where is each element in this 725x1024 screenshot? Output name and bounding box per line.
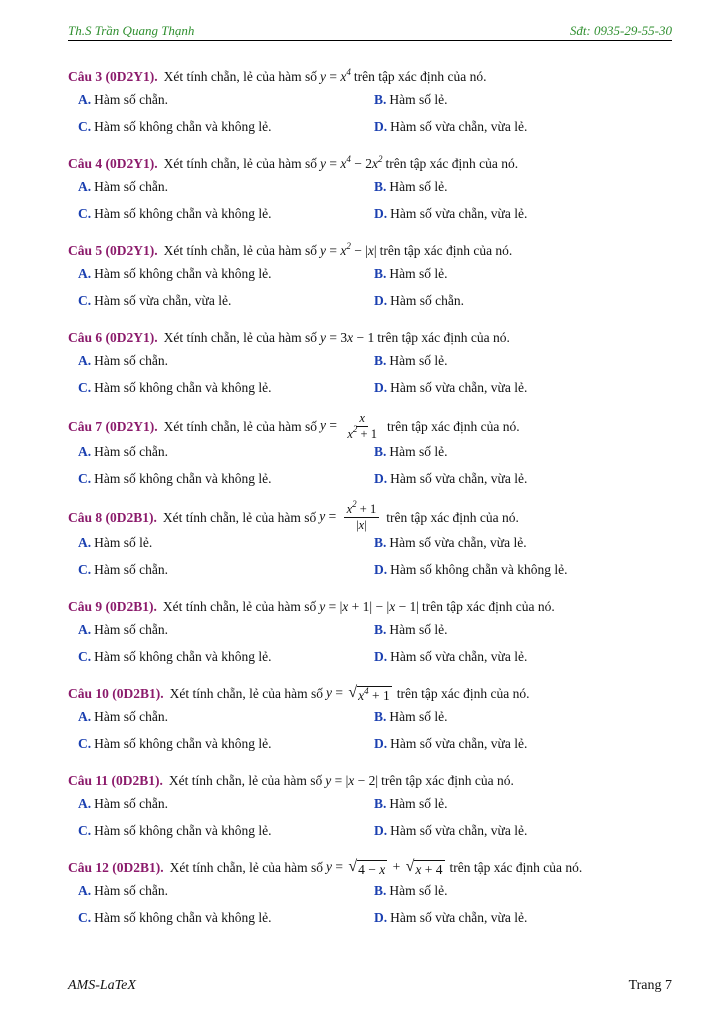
- math-formula: y = √ 4 − x + √ x + 4: [325, 858, 443, 877]
- question-4: [68, 150, 672, 224]
- question-label: Câu 9 (0D2B1).: [68, 598, 157, 614]
- question-8: [68, 499, 672, 580]
- option-c[interactable]: C. Hàm số không chẵn và không lẻ.: [78, 119, 272, 134]
- math-formula: $y = x^4$: [319, 66, 351, 84]
- option-d[interactable]: D. Hàm số vừa chẵn, vừa lẻ.: [374, 206, 528, 221]
- option-a[interactable]: A. Hàm số lẻ.: [78, 535, 153, 550]
- option-a[interactable]: A. Hàm số chẵn.: [78, 92, 168, 107]
- question-6: [68, 324, 672, 398]
- option-b[interactable]: B. Hàm số lẻ.: [374, 179, 448, 194]
- question-suffix: trên tập xác định của nó.: [449, 859, 583, 875]
- option-c[interactable]: C. Hàm số vừa chẵn, vừa lẻ.: [78, 293, 232, 308]
- option-b[interactable]: B. Hàm số lẻ.: [374, 444, 448, 459]
- option-b[interactable]: B. Hàm số lẻ.: [374, 883, 448, 898]
- question-label: Câu 3 (0D2Y1).: [68, 68, 158, 84]
- question-label: Câu 6 (0D2Y1).: [68, 329, 158, 345]
- question-5: [68, 237, 672, 311]
- option-c[interactable]: C. Hàm số không chẵn và không lẻ.: [78, 649, 272, 664]
- question-prefix: Xét tính chẵn, lẻ của hàm số: [162, 509, 317, 525]
- option-d[interactable]: D. Hàm số chẵn.: [374, 293, 464, 308]
- math-formula: y = |x + 1| − |x − 1|: [319, 598, 420, 614]
- options: [68, 351, 672, 398]
- ams-latex-logo: AMS-LaTeX: [68, 978, 136, 993]
- question-suffix: trên tập xác định của nó.: [422, 598, 555, 614]
- option-d[interactable]: D. Hàm số vừa chẵn, vừa lẻ.: [374, 119, 528, 134]
- option-b[interactable]: B. Hàm số lẻ.: [374, 92, 448, 107]
- option-b[interactable]: B. Hàm số vừa chẵn, vừa lẻ.: [374, 535, 527, 550]
- options: [68, 794, 672, 841]
- options: [68, 533, 672, 580]
- question-label: Câu 4 (0D2Y1).: [68, 155, 158, 171]
- options: [68, 90, 672, 137]
- option-d[interactable]: D. Hàm số vừa chẵn, vừa lẻ.: [374, 649, 528, 664]
- question-prefix: Xét tính chẵn, lẻ của hàm số: [168, 772, 323, 788]
- question-7: [68, 411, 672, 489]
- options: [68, 442, 672, 489]
- math-formula: y = $\frac{x}{x^2 + 1}$: [319, 411, 377, 441]
- option-d[interactable]: D. Hàm số vừa chẵn, vừa lẻ.: [374, 910, 528, 925]
- option-b[interactable]: B. Hàm số lẻ.: [374, 353, 448, 368]
- question-suffix: trên tập xác định của nó.: [386, 418, 520, 434]
- question-3: [68, 63, 672, 137]
- option-b[interactable]: B. Hàm số lẻ.: [374, 622, 448, 637]
- page-header: [68, 22, 672, 41]
- option-a[interactable]: A. Hàm số chẵn.: [78, 883, 168, 898]
- option-c[interactable]: C. Hàm số không chẵn và không lẻ.: [78, 471, 272, 486]
- question-prefix: Xét tính chẵn, lẻ của hàm số: [163, 68, 317, 84]
- page-number: Trang 7: [628, 978, 672, 993]
- question-suffix: trên tập xác định của nó.: [396, 685, 530, 701]
- question-prefix: Xét tính chẵn, lẻ của hàm số: [169, 685, 323, 701]
- options: [68, 620, 672, 667]
- question-suffix: trên tập xác định của nó.: [385, 155, 519, 171]
- option-b[interactable]: B. Hàm số lẻ.: [374, 796, 448, 811]
- question-12: [68, 854, 672, 928]
- option-a[interactable]: A. Hàm số không chẵn và không lẻ.: [78, 266, 272, 281]
- question-label: Câu 8 (0D2B1).: [68, 509, 157, 525]
- question-10: [68, 680, 672, 754]
- option-a[interactable]: A. Hàm số chẵn.: [78, 796, 168, 811]
- question-label: Câu 7 (0D2Y1).: [68, 418, 158, 434]
- option-c[interactable]: C. Hàm số không chẵn và không lẻ.: [78, 736, 272, 751]
- options: [68, 881, 672, 928]
- option-a[interactable]: A. Hàm số chẵn.: [78, 353, 168, 368]
- question-label: Câu 10 (0D2B1).: [68, 685, 164, 701]
- option-d[interactable]: D. Hàm số vừa chẵn, vừa lẻ.: [374, 380, 528, 395]
- option-d[interactable]: D. Hàm số vừa chẵn, vừa lẻ.: [374, 736, 528, 751]
- question-prefix: Xét tính chẵn, lẻ của hàm số: [163, 329, 317, 345]
- option-c[interactable]: C. Hàm số không chẵn và không lẻ.: [78, 910, 272, 925]
- options: [68, 707, 672, 754]
- option-a[interactable]: A. Hàm số chẵn.: [78, 622, 168, 637]
- math-formula: y = |x − 2|: [325, 772, 379, 788]
- math-formula: y = 3x − 1: [319, 329, 375, 345]
- options: [68, 264, 672, 311]
- option-d[interactable]: D. Hàm số vừa chẵn, vừa lẻ.: [374, 471, 528, 486]
- question-suffix: trên tập xác định của nó.: [379, 242, 513, 258]
- option-c[interactable]: C. Hàm số không chẵn và không lẻ.: [78, 206, 272, 221]
- question-suffix: trên tập xác định của nó.: [377, 329, 510, 345]
- option-a[interactable]: A. Hàm số chẵn.: [78, 179, 168, 194]
- option-b[interactable]: B. Hàm số lẻ.: [374, 266, 448, 281]
- phone-number: Sđt: 0935-29-55-30: [569, 23, 672, 38]
- options: [68, 177, 672, 224]
- option-d[interactable]: D. Hàm số không chẵn và không lẻ.: [374, 562, 568, 577]
- question-suffix: trên tập xác định của nó.: [381, 772, 514, 788]
- math-formula: $y = x^4 - 2x^2$: [319, 153, 383, 171]
- question-label: Câu 11 (0D2B1).: [68, 772, 163, 788]
- option-c[interactable]: C. Hàm số không chẵn và không lẻ.: [78, 380, 272, 395]
- option-c[interactable]: C. Hàm số không chẵn và không lẻ.: [78, 823, 272, 838]
- question-prefix: Xét tính chẵn, lẻ của hàm số: [163, 418, 317, 434]
- math-formula: y = $\frac{x^2 + 1}{|x|}$: [319, 502, 383, 533]
- option-c[interactable]: C. Hàm số chẵn.: [78, 562, 168, 577]
- option-a[interactable]: A. Hàm số chẵn.: [78, 709, 168, 724]
- question-label: Câu 5 (0D2Y1).: [68, 242, 158, 258]
- option-b[interactable]: B. Hàm số lẻ.: [374, 709, 448, 724]
- question-11: [68, 767, 672, 841]
- question-suffix: trên tập xác định của nó.: [386, 509, 519, 525]
- math-formula: y = √ $x^4 + 1$: [325, 684, 390, 703]
- question-prefix: Xét tính chẵn, lẻ của hàm số: [162, 598, 317, 614]
- question-label: Câu 12 (0D2B1).: [68, 859, 164, 875]
- question-prefix: Xét tính chẵn, lẻ của hàm số: [169, 859, 323, 875]
- math-formula: $y = x^2 - |x|$: [319, 240, 377, 258]
- option-a[interactable]: A. Hàm số chẵn.: [78, 444, 168, 459]
- question-prefix: Xét tính chẵn, lẻ của hàm số: [163, 242, 317, 258]
- question-list: [68, 63, 672, 941]
- question-prefix: Xét tính chẵn, lẻ của hàm số: [163, 155, 317, 171]
- question-suffix: trên tập xác định của nó.: [353, 68, 487, 84]
- author-name: Th.S Trần Quang Thạnh: [68, 23, 195, 38]
- option-d[interactable]: D. Hàm số vừa chẵn, vừa lẻ.: [374, 823, 528, 838]
- question-9: [68, 593, 672, 667]
